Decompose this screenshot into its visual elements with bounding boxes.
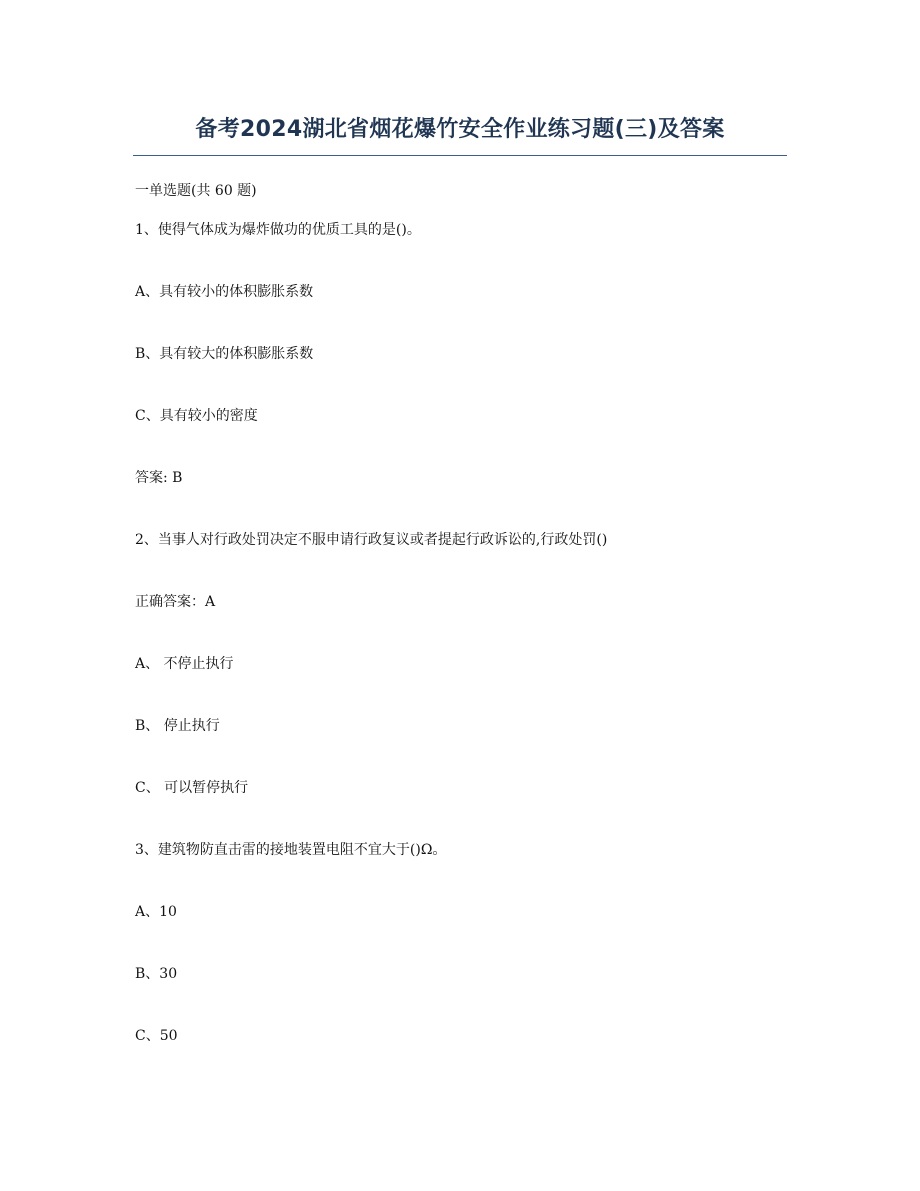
section-header: 一单选题(共 60 题) xyxy=(135,183,257,199)
question-3-option-b: B、30 xyxy=(135,966,178,982)
title-divider xyxy=(133,155,787,156)
question-2-option-b: B、 停止执行 xyxy=(135,718,220,734)
question-2-answer: 正确答案：A xyxy=(135,594,216,610)
question-3-option-c: C、50 xyxy=(135,1028,178,1044)
question-3-option-a: A、10 xyxy=(135,904,177,920)
question-1-answer: 答案: B xyxy=(135,470,183,486)
document-title: 备考2024湖北省烟花爆竹安全作业练习题(三)及答案 xyxy=(195,117,725,142)
question-1-option-b: B、具有较大的体积膨胀系数 xyxy=(135,346,314,362)
question-1-option-a: A、具有较小的体积膨胀系数 xyxy=(135,284,314,300)
question-1-text: 1、使得气体成为爆炸做功的优质工具的是()。 xyxy=(135,222,421,238)
question-2-option-a: A、 不停止执行 xyxy=(135,656,234,672)
question-2-option-c: C、 可以暂停执行 xyxy=(135,780,249,796)
question-3-text: 3、建筑物防直击雷的接地装置电阻不宜大于()Ω。 xyxy=(135,842,447,858)
question-2-text: 2、当事人对行政处罚决定不服申请行政复议或者提起行政诉讼的,行政处罚() xyxy=(135,532,608,548)
question-1-option-c: C、具有较小的密度 xyxy=(135,408,258,424)
